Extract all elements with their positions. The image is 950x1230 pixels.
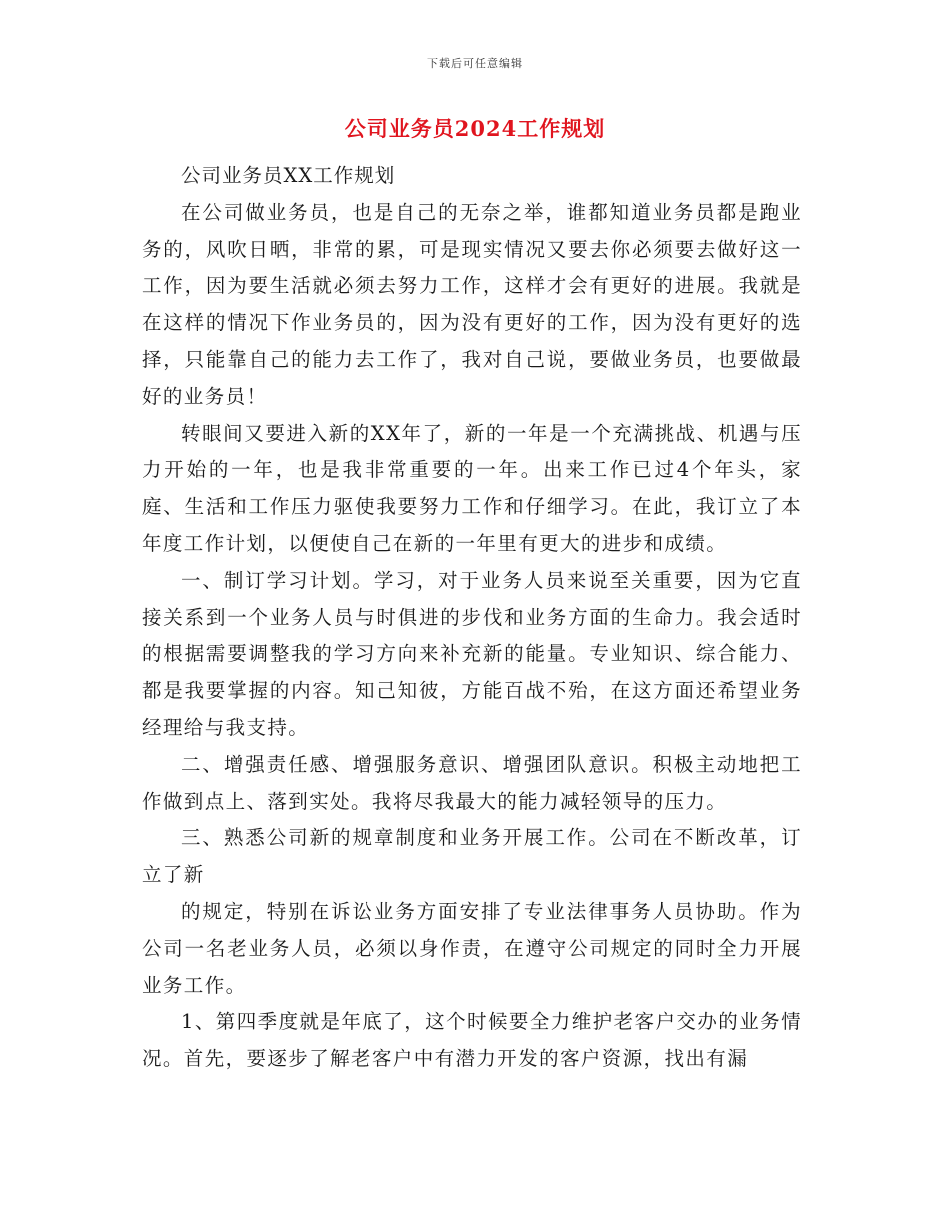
document-title: 公司业务员2024工作规划 bbox=[344, 116, 606, 141]
document-body bbox=[142, 158, 802, 1078]
paragraph-regulations-continued: 的规定，特别在诉讼业务方面安排了专业法律事务人员协助。作为公司一名老业务人员，必须以身作责，在遵守公司规定的同时全力开展业务工作。 bbox=[142, 899, 802, 997]
paragraph-fourth-quarter: 1、第四季度就是年底了，这个时候要全力维护老客户交办的业务情况。首先，要逐步了解老客户中有潜力开发的客户资源，找出有漏 bbox=[142, 1010, 802, 1071]
paragraph-regulations: 三、熟悉公司新的规章制度和业务开展工作。公司在不断改革，订立了新 bbox=[142, 826, 802, 887]
document-subtitle: 公司业务员XX工作规划 bbox=[181, 164, 396, 187]
paragraph-study-plan: 一、制订学习计划。学习，对于业务人员来说至关重要，因为它直接关系到一个业务人员与时俱进的步伐和业务方面的生命力。我会适时的根据需要调整我的学习方向来补充新的能量。专业知识、综合能力、都是我要掌握的内容。知己知彼，方能百战不殆，在这方面还希望业务经理给与我支持。 bbox=[142, 568, 802, 739]
paragraph-new-year: 转眼间又要进入新的XX年了，新的一年是一个充满挑战、机遇与压力开始的一年，也是我非常重要的一年。出来工作已过4个年头，家庭、生活和工作压力驱使我要努力工作和仔细学习。在此，我订立了本年度工作计划，以便使自己在新的一年里有更大的进步和成绩。 bbox=[142, 421, 802, 555]
paragraph-responsibility: 二、增强责任感、增强服务意识、增强团队意识。积极主动地把工作做到点上、落到实处。我将尽我最大的能力减轻领导的压力。 bbox=[142, 752, 802, 813]
paragraph-intro: 在公司做业务员，也是自己的无奈之举，谁都知道业务员都是跑业务的，风吹日晒，非常的累，可是现实情况又要去你必须要去做好这一工作，因为要生活就必须去努力工作，这样才会有更好的进展。我就是在这样的情况下作业务员的，因为没有更好的工作，因为没有更好的选择，只能靠自己的能力去工作了，我对自己说，要做业务员，也要做最好的业务员！ bbox=[142, 200, 802, 408]
page-header-note: 下载后可任意编辑 bbox=[427, 57, 523, 70]
